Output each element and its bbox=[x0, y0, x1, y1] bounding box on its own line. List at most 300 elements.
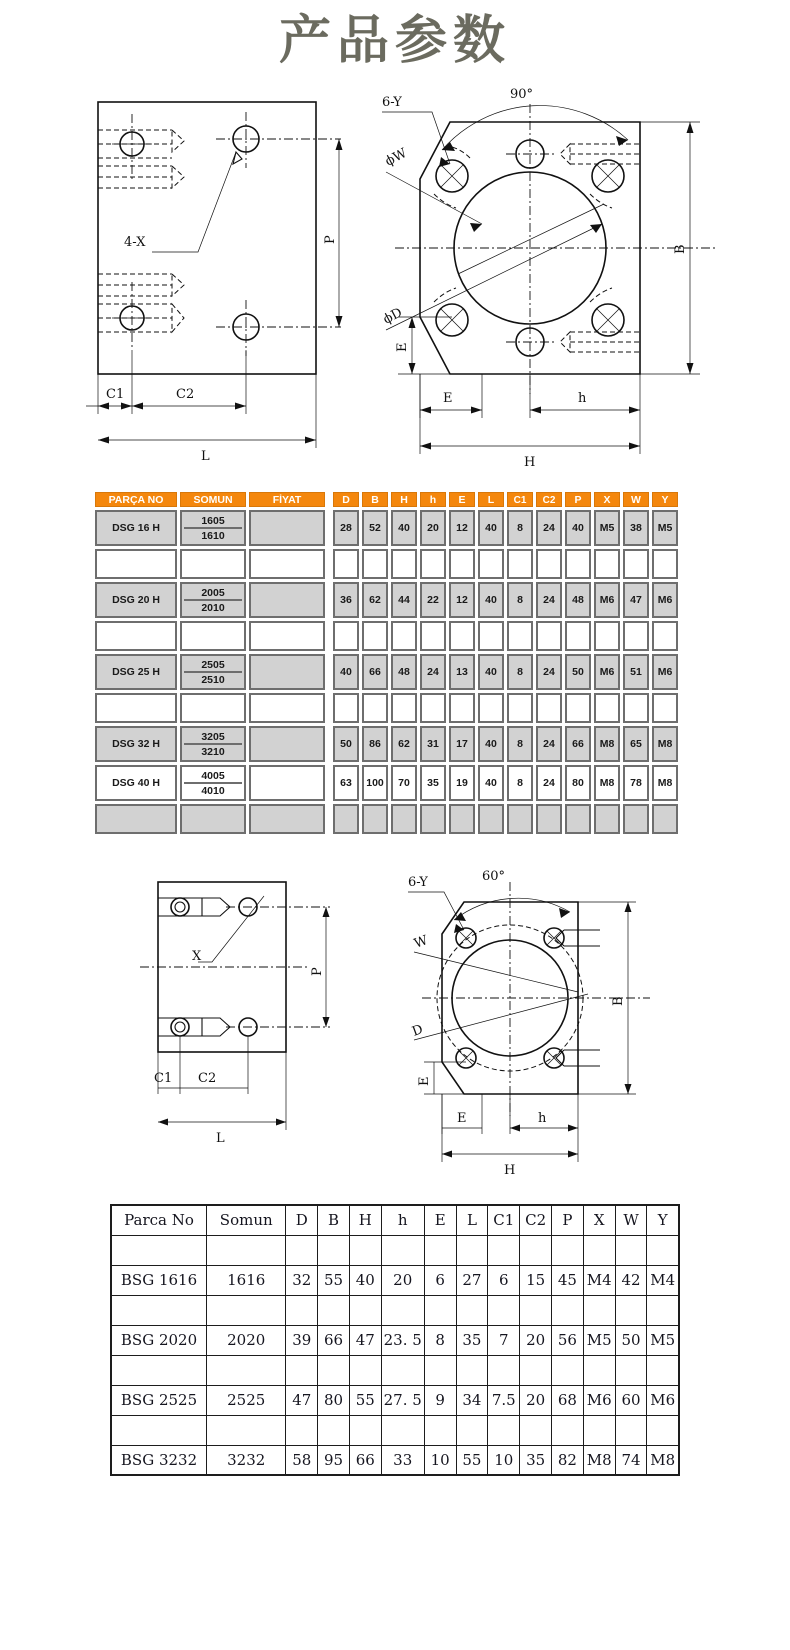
cell-bsg-somun bbox=[207, 1355, 286, 1385]
table-row bbox=[333, 765, 695, 801]
cell-dim-d: 28 bbox=[333, 510, 359, 546]
cell-dim-b bbox=[362, 621, 388, 651]
label-e-horizontal: E bbox=[443, 391, 453, 406]
cell-bsg-y: M8 bbox=[647, 1445, 679, 1475]
label-h-small: h bbox=[578, 391, 587, 406]
cell-dim-h: 24 bbox=[420, 654, 446, 690]
header-bsg-h: h bbox=[381, 1205, 424, 1235]
cell-dim-b: 62 bbox=[362, 582, 388, 618]
cell-dim-h bbox=[420, 549, 446, 579]
label-e-horizontal-bsg: E bbox=[457, 1111, 467, 1126]
header-bsg-p: P bbox=[552, 1205, 584, 1235]
cell-bsg-l: 34 bbox=[456, 1385, 488, 1415]
table-row bbox=[333, 726, 695, 762]
header-dim-h: H bbox=[391, 492, 417, 507]
label-phi-d: ϕD bbox=[380, 305, 405, 328]
cell-dim-e bbox=[449, 549, 475, 579]
drawing-dsg-front-view bbox=[86, 84, 366, 484]
label-l: L bbox=[201, 449, 210, 464]
table-row bbox=[95, 510, 325, 546]
table-dsg-wrapper bbox=[0, 484, 790, 844]
cell-somun bbox=[180, 765, 246, 801]
label-h-small-bsg: h bbox=[538, 1111, 547, 1126]
cell-dim-l: 40 bbox=[478, 582, 504, 618]
cell-fiyat bbox=[249, 693, 325, 723]
cell-bsg-c2 bbox=[520, 1355, 552, 1385]
cell-bsg-l: 35 bbox=[456, 1325, 488, 1355]
table-row bbox=[111, 1235, 679, 1265]
cell-dim-c2: 24 bbox=[536, 582, 562, 618]
header-dim-p: P bbox=[565, 492, 591, 507]
header-fiyat: FİYAT bbox=[249, 492, 325, 507]
cell-bsg-parca-no: BSG 2020 bbox=[111, 1325, 207, 1355]
label-4x: 4-X bbox=[124, 235, 146, 250]
cell-dim-l: 40 bbox=[478, 510, 504, 546]
cell-somun-top: 4005 bbox=[184, 769, 242, 784]
cell-bsg-e bbox=[424, 1235, 456, 1265]
cell-somun-top: 2005 bbox=[184, 586, 242, 601]
label-c1: C1 bbox=[106, 387, 125, 402]
cell-dim-c2: 24 bbox=[536, 726, 562, 762]
label-6y-bsg: 6-Y bbox=[408, 875, 428, 890]
cell-dim-p: 48 bbox=[565, 582, 591, 618]
cell-bsg-l bbox=[456, 1295, 488, 1325]
cell-dim-w bbox=[623, 549, 649, 579]
cell-somun-top: 1605 bbox=[184, 514, 242, 529]
cell-bsg-h bbox=[381, 1295, 424, 1325]
cell-bsg-p bbox=[552, 1235, 584, 1265]
cell-bsg-w bbox=[615, 1295, 647, 1325]
table-bsg-header-row bbox=[111, 1205, 679, 1235]
cell-bsg-p bbox=[552, 1415, 584, 1445]
cell-somun-top: 2505 bbox=[184, 658, 242, 673]
cell-bsg-e bbox=[424, 1415, 456, 1445]
cell-dim-p: 50 bbox=[565, 654, 591, 690]
cell-bsg-w bbox=[615, 1415, 647, 1445]
cell-bsg-w: 50 bbox=[615, 1325, 647, 1355]
cell-dim-y bbox=[652, 804, 678, 834]
cell-bsg-c1 bbox=[488, 1415, 520, 1445]
label-e-vertical-bsg: E bbox=[417, 1076, 432, 1086]
bolt-hole-bl bbox=[434, 288, 468, 336]
cell-dim-x: M8 bbox=[594, 726, 620, 762]
cell-dim-h: 22 bbox=[420, 582, 446, 618]
header-bsg-somun: Somun bbox=[207, 1205, 286, 1235]
cell-fiyat bbox=[249, 726, 325, 762]
cell-bsg-c2 bbox=[520, 1415, 552, 1445]
cell-bsg-c1 bbox=[488, 1235, 520, 1265]
table-row bbox=[333, 510, 695, 546]
page-title: 产品参数 bbox=[278, 11, 511, 71]
cell-dim-e: 12 bbox=[449, 582, 475, 618]
cell-dim-b: 86 bbox=[362, 726, 388, 762]
header-bsg-c2: C2 bbox=[520, 1205, 552, 1235]
cell-bsg-x: M5 bbox=[583, 1325, 615, 1355]
drawing-group-dsg bbox=[0, 84, 790, 484]
cell-dim-b bbox=[362, 693, 388, 723]
label-p: P bbox=[323, 235, 338, 244]
cell-dim-p: 66 bbox=[565, 726, 591, 762]
cell-bsg-e: 10 bbox=[424, 1445, 456, 1475]
table-dsg-left-header bbox=[95, 492, 325, 507]
cell-dim-d bbox=[333, 621, 359, 651]
cell-dim-c1: 8 bbox=[507, 726, 533, 762]
cell-bsg-parca-no bbox=[111, 1355, 207, 1385]
hidden-bore-top bbox=[98, 130, 184, 188]
cell-dim-l: 40 bbox=[478, 765, 504, 801]
header-dim-y: Y bbox=[652, 492, 678, 507]
cell-parca-no: DSG 16 H bbox=[95, 510, 177, 546]
cell-bsg-y bbox=[647, 1295, 679, 1325]
table-row bbox=[95, 693, 325, 723]
cell-bsg-somun: 3232 bbox=[207, 1445, 286, 1475]
cell-bsg-parca-no bbox=[111, 1295, 207, 1325]
cell-fiyat bbox=[249, 804, 325, 834]
cell-dim-x: M6 bbox=[594, 582, 620, 618]
cell-bsg-somun bbox=[207, 1235, 286, 1265]
cell-dim-y bbox=[652, 549, 678, 579]
label-6y: 6-Y bbox=[382, 95, 402, 110]
cell-bsg-c1: 10 bbox=[488, 1445, 520, 1475]
cell-bsg-l: 55 bbox=[456, 1445, 488, 1475]
cell-bsg-p: 82 bbox=[552, 1445, 584, 1475]
cell-dim-c1: 8 bbox=[507, 510, 533, 546]
cell-bsg-somun: 2020 bbox=[207, 1325, 286, 1355]
cell-bsg-x bbox=[583, 1295, 615, 1325]
cell-dim-h: 40 bbox=[391, 510, 417, 546]
cell-dim-h: 20 bbox=[420, 510, 446, 546]
cell-dim-l bbox=[478, 621, 504, 651]
cell-dim-d: 63 bbox=[333, 765, 359, 801]
table-dsg-right-header bbox=[333, 492, 695, 507]
cell-bsg-b bbox=[318, 1415, 350, 1445]
cell-bsg-c2: 20 bbox=[520, 1325, 552, 1355]
cell-dim-w: 38 bbox=[623, 510, 649, 546]
cell-bsg-b: 66 bbox=[318, 1325, 350, 1355]
cell-dim-e: 17 bbox=[449, 726, 475, 762]
cell-dim-p bbox=[565, 804, 591, 834]
cell-somun bbox=[180, 654, 246, 690]
bsg-bore-bottom bbox=[158, 1018, 230, 1036]
cell-parca-no: DSG 32 H bbox=[95, 726, 177, 762]
cell-bsg-w bbox=[615, 1235, 647, 1265]
label-b: B bbox=[673, 244, 688, 254]
cell-bsg-p: 56 bbox=[552, 1325, 584, 1355]
cell-somun-bottom: 3210 bbox=[201, 745, 225, 758]
hidden-tap-top bbox=[560, 144, 640, 164]
cell-bsg-y: M5 bbox=[647, 1325, 679, 1355]
cell-bsg-h bbox=[349, 1235, 381, 1265]
cell-fiyat bbox=[249, 549, 325, 579]
cell-bsg-x bbox=[583, 1355, 615, 1385]
cell-bsg-d bbox=[286, 1235, 318, 1265]
cell-bsg-d bbox=[286, 1295, 318, 1325]
cell-somun-bottom: 4010 bbox=[201, 784, 225, 797]
cell-dim-l bbox=[478, 804, 504, 834]
cell-somun-bottom: 1610 bbox=[201, 529, 225, 542]
cell-parca-no bbox=[95, 549, 177, 579]
cell-parca-no bbox=[95, 804, 177, 834]
table-row bbox=[95, 654, 325, 690]
header-bsg-c1: C1 bbox=[488, 1205, 520, 1235]
cell-dim-x bbox=[594, 549, 620, 579]
cell-bsg-h bbox=[349, 1295, 381, 1325]
cell-bsg-b bbox=[318, 1355, 350, 1385]
cell-bsg-c2 bbox=[520, 1235, 552, 1265]
cell-dim-l: 40 bbox=[478, 654, 504, 690]
cell-bsg-e bbox=[424, 1295, 456, 1325]
cell-bsg-y bbox=[647, 1235, 679, 1265]
drawing-dsg-section-view bbox=[380, 84, 720, 484]
cell-bsg-y bbox=[647, 1415, 679, 1445]
table-row bbox=[333, 621, 695, 651]
label-c2-bsg: C2 bbox=[198, 1071, 217, 1086]
cell-dim-x bbox=[594, 693, 620, 723]
table-dsg-left bbox=[95, 492, 325, 834]
header-bsg-h: H bbox=[349, 1205, 381, 1235]
cell-dim-h: 48 bbox=[391, 654, 417, 690]
cell-bsg-parca-no bbox=[111, 1415, 207, 1445]
cell-bsg-h: 55 bbox=[349, 1385, 381, 1415]
header-bsg-l: L bbox=[456, 1205, 488, 1235]
cell-dim-h: 70 bbox=[391, 765, 417, 801]
cell-bsg-p bbox=[552, 1355, 584, 1385]
label-e-vertical: E bbox=[395, 342, 410, 352]
cell-dim-b: 66 bbox=[362, 654, 388, 690]
bolt-hole-tl bbox=[434, 147, 470, 208]
cell-parca-no: DSG 20 H bbox=[95, 582, 177, 618]
cell-bsg-h bbox=[381, 1415, 424, 1445]
header-dim-h: h bbox=[420, 492, 446, 507]
cell-dim-c2 bbox=[536, 693, 562, 723]
cell-dim-b bbox=[362, 549, 388, 579]
cell-fiyat bbox=[249, 621, 325, 651]
cell-dim-e: 12 bbox=[449, 510, 475, 546]
cell-dim-h bbox=[420, 804, 446, 834]
table-dsg-right bbox=[333, 492, 695, 834]
cell-bsg-y bbox=[647, 1355, 679, 1385]
cell-bsg-e: 8 bbox=[424, 1325, 456, 1355]
drawing-bsg-front-view bbox=[140, 854, 370, 1184]
hidden-bore-bottom bbox=[98, 274, 184, 332]
cell-dim-h bbox=[391, 621, 417, 651]
cell-somun bbox=[180, 804, 246, 834]
cell-bsg-x bbox=[583, 1415, 615, 1445]
cell-dim-d: 40 bbox=[333, 654, 359, 690]
bsg-bolt-br bbox=[544, 1048, 600, 1068]
cell-dim-e: 13 bbox=[449, 654, 475, 690]
label-p-bsg: P bbox=[310, 967, 325, 976]
cell-bsg-y: M4 bbox=[647, 1265, 679, 1295]
cell-bsg-h bbox=[349, 1355, 381, 1385]
label-h-overall: H bbox=[524, 455, 536, 470]
cell-bsg-p: 68 bbox=[552, 1385, 584, 1415]
cell-somun bbox=[180, 693, 246, 723]
cell-bsg-somun bbox=[207, 1295, 286, 1325]
cell-dim-c1: 8 bbox=[507, 654, 533, 690]
cell-somun-bottom: 2510 bbox=[201, 673, 225, 686]
cell-dim-w bbox=[623, 621, 649, 651]
cell-somun bbox=[180, 549, 246, 579]
label-angle-90: 90° bbox=[510, 87, 534, 102]
cell-dim-c1 bbox=[507, 804, 533, 834]
cell-somun bbox=[180, 726, 246, 762]
cell-dim-c1: 8 bbox=[507, 765, 533, 801]
cell-dim-c2: 24 bbox=[536, 765, 562, 801]
cell-bsg-d bbox=[286, 1415, 318, 1445]
cell-bsg-x: M8 bbox=[583, 1445, 615, 1475]
cell-bsg-d: 58 bbox=[286, 1445, 318, 1475]
cell-bsg-b bbox=[318, 1295, 350, 1325]
cell-bsg-c1: 7.5 bbox=[488, 1385, 520, 1415]
cell-bsg-e: 9 bbox=[424, 1385, 456, 1415]
cell-parca-no: DSG 40 H bbox=[95, 765, 177, 801]
cell-dim-b: 100 bbox=[362, 765, 388, 801]
cell-bsg-parca-no: BSG 2525 bbox=[111, 1385, 207, 1415]
cell-dim-e bbox=[449, 804, 475, 834]
label-l-bsg: L bbox=[216, 1131, 225, 1146]
header-bsg-w: W bbox=[615, 1205, 647, 1235]
cell-bsg-x bbox=[583, 1235, 615, 1265]
bsg-bolt-bl bbox=[456, 1048, 476, 1068]
header-bsg-y: Y bbox=[647, 1205, 679, 1235]
cell-dim-l: 40 bbox=[478, 726, 504, 762]
cell-bsg-h: 23. 5 bbox=[381, 1325, 424, 1355]
cell-parca-no bbox=[95, 693, 177, 723]
table-row bbox=[111, 1415, 679, 1445]
cell-dim-h bbox=[391, 549, 417, 579]
cell-bsg-b: 80 bbox=[318, 1385, 350, 1415]
bsg-bore-top bbox=[158, 898, 230, 916]
cell-dim-c2 bbox=[536, 621, 562, 651]
drawing-group-bsg bbox=[0, 844, 790, 1194]
cell-dim-y bbox=[652, 621, 678, 651]
hidden-tap-bottom bbox=[560, 332, 640, 352]
cell-bsg-somun bbox=[207, 1415, 286, 1445]
header-bsg-x: X bbox=[583, 1205, 615, 1235]
cell-bsg-c1 bbox=[488, 1295, 520, 1325]
header-dim-x: X bbox=[594, 492, 620, 507]
cell-bsg-b bbox=[318, 1235, 350, 1265]
cell-bsg-h: 33 bbox=[381, 1445, 424, 1475]
cell-dim-c2 bbox=[536, 804, 562, 834]
cell-bsg-d: 39 bbox=[286, 1325, 318, 1355]
table-bsg-wrapper bbox=[0, 1194, 790, 1476]
header-bsg-parca-no: Parca No bbox=[111, 1205, 207, 1235]
cell-bsg-h: 40 bbox=[349, 1265, 381, 1295]
table-row bbox=[333, 549, 695, 579]
label-angle-60: 60° bbox=[482, 869, 506, 884]
cell-dim-l bbox=[478, 693, 504, 723]
cell-dim-e bbox=[449, 621, 475, 651]
cell-dim-h bbox=[420, 621, 446, 651]
label-x: X bbox=[192, 949, 202, 964]
cell-somun bbox=[180, 582, 246, 618]
cell-dim-w bbox=[623, 804, 649, 834]
cell-dim-h: 62 bbox=[391, 726, 417, 762]
cell-dim-y: M6 bbox=[652, 582, 678, 618]
cell-parca-no: DSG 25 H bbox=[95, 654, 177, 690]
cell-bsg-l bbox=[456, 1355, 488, 1385]
cell-bsg-w: 42 bbox=[615, 1265, 647, 1295]
cell-bsg-c2: 35 bbox=[520, 1445, 552, 1475]
cell-dim-y: M8 bbox=[652, 726, 678, 762]
cell-bsg-c1: 7 bbox=[488, 1325, 520, 1355]
cell-dim-d bbox=[333, 804, 359, 834]
cell-bsg-x: M6 bbox=[583, 1385, 615, 1415]
cell-dim-e bbox=[449, 693, 475, 723]
cell-bsg-x: M4 bbox=[583, 1265, 615, 1295]
header-bsg-d: D bbox=[286, 1205, 318, 1235]
cell-dim-p: 40 bbox=[565, 510, 591, 546]
cell-dim-h: 31 bbox=[420, 726, 446, 762]
table-row bbox=[111, 1355, 679, 1385]
cell-bsg-somun: 2525 bbox=[207, 1385, 286, 1415]
table-row bbox=[95, 726, 325, 762]
cell-dim-x bbox=[594, 621, 620, 651]
cell-dim-x bbox=[594, 804, 620, 834]
table-row bbox=[95, 582, 325, 618]
cell-dim-y: M6 bbox=[652, 654, 678, 690]
cell-dim-l bbox=[478, 549, 504, 579]
table-row bbox=[333, 804, 695, 834]
cell-somun bbox=[180, 510, 246, 546]
cell-bsg-h: 27. 5 bbox=[381, 1385, 424, 1415]
table-row bbox=[95, 804, 325, 834]
label-h-overall-bsg: H bbox=[504, 1163, 516, 1178]
cell-bsg-h: 20 bbox=[381, 1265, 424, 1295]
header-bsg-e: E bbox=[424, 1205, 456, 1235]
cell-somun-bottom: 2010 bbox=[201, 601, 225, 614]
table-row bbox=[95, 549, 325, 579]
cell-bsg-w: 74 bbox=[615, 1445, 647, 1475]
cell-dim-e: 19 bbox=[449, 765, 475, 801]
header-dim-c2: C2 bbox=[536, 492, 562, 507]
cell-bsg-h bbox=[381, 1355, 424, 1385]
cell-dim-h bbox=[391, 804, 417, 834]
cell-dim-d bbox=[333, 693, 359, 723]
cell-bsg-c1: 6 bbox=[488, 1265, 520, 1295]
cell-bsg-p: 45 bbox=[552, 1265, 584, 1295]
label-d: D bbox=[410, 1022, 426, 1040]
cell-dim-c1 bbox=[507, 621, 533, 651]
cell-dim-h: 35 bbox=[420, 765, 446, 801]
label-w: W bbox=[412, 933, 430, 952]
table-row bbox=[333, 693, 695, 723]
header-dim-w: W bbox=[623, 492, 649, 507]
table-row bbox=[111, 1445, 679, 1475]
table-row bbox=[95, 621, 325, 651]
cell-bsg-e: 6 bbox=[424, 1265, 456, 1295]
header-dim-c1: C1 bbox=[507, 492, 533, 507]
cell-bsg-c2: 20 bbox=[520, 1385, 552, 1415]
cell-bsg-l bbox=[456, 1235, 488, 1265]
cell-dim-c1: 8 bbox=[507, 582, 533, 618]
cell-dim-h bbox=[420, 693, 446, 723]
cell-dim-y bbox=[652, 693, 678, 723]
cell-bsg-b: 55 bbox=[318, 1265, 350, 1295]
cell-bsg-h bbox=[349, 1415, 381, 1445]
header-dim-l: L bbox=[478, 492, 504, 507]
cell-bsg-l bbox=[456, 1415, 488, 1445]
cell-dim-p bbox=[565, 549, 591, 579]
header-somun: SOMUN bbox=[180, 492, 246, 507]
label-phi-w: ϕW bbox=[382, 145, 410, 170]
table-row bbox=[333, 582, 695, 618]
label-c1-bsg: C1 bbox=[154, 1071, 173, 1086]
cell-bsg-d: 47 bbox=[286, 1385, 318, 1415]
table-row bbox=[95, 765, 325, 801]
